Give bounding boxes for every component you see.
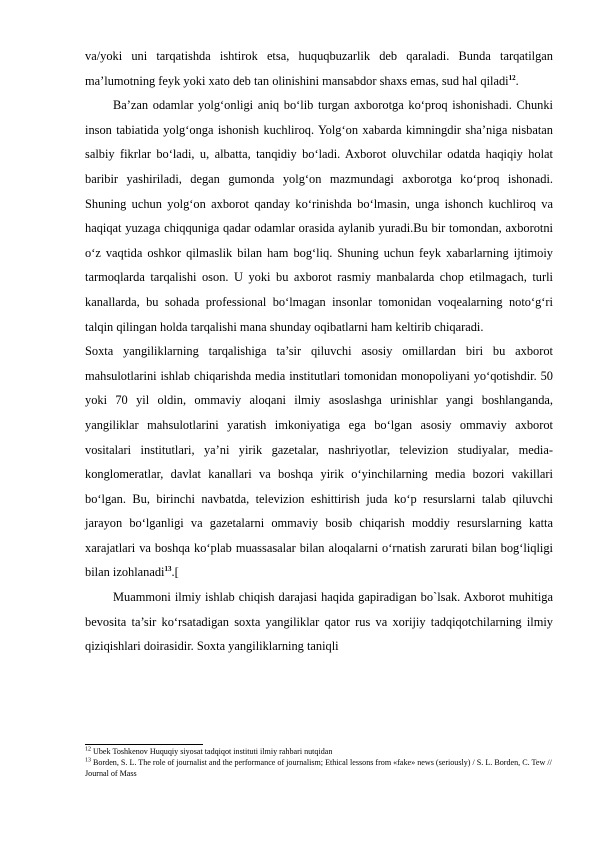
footnote-divider (85, 744, 203, 745)
paragraph-1-text: va/yoki uni tarqatishda ishtirok etsa, huquqbuzarlik deb qaraladi. Bunda tarqatilgan ma’lumotning feyk yoki xato deb tan olinishini mansabdor shaxs emas, sud hal qiladi (85, 49, 553, 88)
paragraph-1-tail: . (515, 73, 519, 88)
paragraph-1 (85, 44, 553, 93)
footnotes (85, 746, 555, 780)
footnote-12-text: Ubek Toshkenov Huquqiy siyosat tadqiqot instituti ilmiy rahbari nutqidan (93, 747, 333, 756)
paragraph-3 (85, 339, 553, 585)
paragraph-2-text: Ba’zan odamlar yolg‘onligi aniq bo‘lib turgan axborotga ko‘proq ishonishadi. Chunki inson tabiatida yolg‘onga ishonish kuchliroq. Yolg‘on xabarda kimningdir sha’niga nisbatan salbiy fikrlar bo‘ladi, u, albatta, tanqidiy bo‘ladi. Axborot oluvchilar odatda haqiqiy holat baribir yashiriladi, degan gumonda yolg‘on mazmundagi axborotga ko‘proq ishonadi. Shuning uchun yolg‘on axborot qanday ko‘rinishda bo‘lmasin, unga ishonch kuchliroq va haqiqat yuzaga chiqquniga qadar odamlar orasida aylanib yuradi.Bu bir tomondan, axborotni o‘z vaqtida oshkor qilmaslik bilan ham bog‘liq. Shuning uchun feyk xabarlarning ijtimoiy tarmoqlarda tarqalishi oson. U yoki bu axborot rasmiy manbalarda chop etilmagach, turli kanallarda, bu sohada professional bo‘lmagan insonlar tomonidan voqealarning noto‘g‘ri talqin qilingan holda tarqalishi mana shunday oqibatlarni ham keltirib chiqaradi. (85, 98, 553, 334)
footnote-13 (85, 757, 555, 779)
paragraph-4 (85, 585, 553, 659)
footnote-12-number: 12 (85, 746, 91, 753)
footnote-ref-13[interactable]: 13 (164, 565, 172, 574)
footnote-ref-12[interactable]: 12 (508, 73, 516, 82)
paragraph-2 (85, 93, 553, 339)
paragraph-4-text: Muammoni ilmiy ishlab chiqish darajasi haqida gapiradigan bo`lsak. Axborot muhitiga bevosita ta’sir ko‘rsatadigan soxta yangiliklar qator rus va xorijiy tadqiqotchilarning ilmiy qiziqishlari doirasidir. Soxta yangiliklarning taniqli (85, 590, 553, 654)
page-body (85, 44, 553, 659)
paragraph-3-tail: .[ (171, 565, 179, 580)
footnote-13-text: Borden, S. L. The role of journalist and the performance of journalism; Ethical lessons from «fake» news (seriously) / S. L. Borden, C. Tew // Journal of Mass (85, 758, 552, 779)
footnote-12 (85, 746, 555, 757)
paragraph-3-text: Soxta yangiliklarning tarqalishiga ta’sir qiluvchi asosiy omillardan biri bu axborot mahsulotlarini ishlab chiqarishda media institutlari tomonidan monopoliyani yo‘qotishdir. 50 yoki 70 yil oldin, ommaviy aloqani ilmiy asoslashga urinishlar yangi boshlanganda, yangiliklar mahsulotlarini yaratish imkoniyatiga ega bo‘lgan asosiy ommaviy axborot vositalari institutlari, ya’ni yirik gazetalar, nashriyotlar, televizion studiyalar, media-konglomeratlar, davlat kanallari va boshqa yirik o‘yinchilarning media bozori vakillari bo‘lgan. Bu, birinchi navbatda, televizion eshittirish juda ko‘p resurslarni talab qiluvchi jarayon bo‘lganligi va gazetalarni ommaviy bosib chiqarish moddiy resurslarning katta xarajatlari va boshqa ko‘plab muassasalar bilan aloqalarni o‘rnatish zarurati bilan bog‘liqligi bilan izohlanadi (85, 344, 553, 580)
footnote-13-number: 13 (85, 757, 91, 764)
